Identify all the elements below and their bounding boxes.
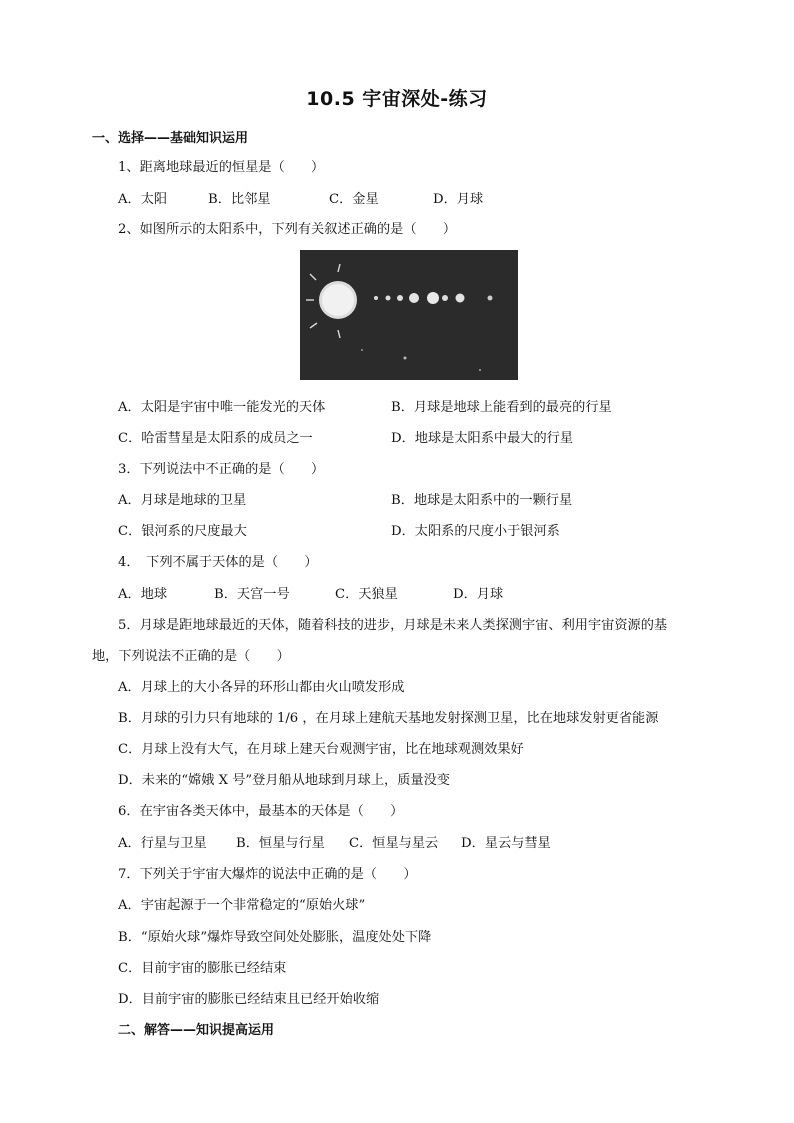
q7-option-b: B．“原始火球”爆炸导致空间处处膨胀，温度处处下降 <box>118 930 432 945</box>
q7-option-a: A．宇宙起源于一个非常稳定的“原始火球” <box>118 898 366 913</box>
section-choice-heading: 一、选择——基础知识运用 <box>92 131 249 146</box>
question-6-stem: 6．在宇宙各类天体中，最基本的天体是（ ） <box>118 804 404 819</box>
q6-option-d: D．星云与彗星 <box>461 836 551 851</box>
solar-system-figure <box>300 250 518 380</box>
q3-option-d: D．太阳系的尺度小于银河系 <box>391 524 560 539</box>
q6-option-a: A．行星与卫星 <box>118 836 207 851</box>
q3-option-b: B．地球是太阳系中的一颗行星 <box>391 493 573 508</box>
q5-option-b: B．月球的引力只有地球的 1/6 ，在月球上建航天基地发射探测卫星，比在地球发射更省能源 <box>118 711 659 726</box>
q3-option-c: C．银河系的尺度最大 <box>118 524 247 539</box>
q1-option-c: C．金星 <box>329 192 379 207</box>
q2-option-c: C．哈雷彗星是太阳系的成员之一 <box>118 431 313 446</box>
q4-option-a: A．地球 <box>118 587 168 602</box>
q5-option-c: C．月球上没有大气，在月球上建天台观测宇宙，比在地球观测效果好 <box>118 742 524 757</box>
q4-option-c: C．天狼星 <box>335 587 398 602</box>
q7-option-c: C．目前宇宙的膨胀已经结束 <box>118 961 287 976</box>
q2-option-a: A．太阳是宇宙中唯一能发光的天体 <box>118 400 326 415</box>
q4-option-b: B．天宫一号 <box>214 587 290 602</box>
q6-option-c: C．恒星与星云 <box>349 836 439 851</box>
page-title: 10.5 宇宙深处-练习 <box>306 88 488 110</box>
q3-option-a: A．月球是地球的卫星 <box>118 493 247 508</box>
solar-system-image <box>300 250 518 380</box>
question-1-stem: 1、距离地球最近的恒星是（ ） <box>118 160 325 175</box>
q1-option-a: A．太阳 <box>118 192 168 207</box>
q2-option-b: B．月球是地球上能看到的最亮的行星 <box>391 400 612 415</box>
question-5-stem-line1: 5．月球是距地球最近的天体，随着科技的进步，月球是未来人类探测宇宙、利用宇宙资源的基 <box>118 618 668 633</box>
q1-option-d: D．月球 <box>433 192 484 207</box>
question-5-stem-line2: 地，下列说法不正确的是（ ） <box>92 649 290 664</box>
question-4-stem: 4． 下列不属于天体的是（ ） <box>118 555 318 570</box>
q4-option-d: D．月球 <box>453 587 504 602</box>
section-answer-heading: 二、解答——知识提高运用 <box>118 1023 275 1038</box>
q5-option-a: A．月球上的大小各异的环形山都由火山喷发形成 <box>118 680 405 695</box>
q2-option-d: D．地球是太阳系中最大的行星 <box>391 431 574 446</box>
question-3-stem: 3．下列说法中不正确的是（ ） <box>118 462 325 477</box>
question-2-stem: 2、如图所示的太阳系中，下列有关叙述正确的是（ ） <box>118 222 457 237</box>
q6-option-b: B．恒星与行星 <box>236 836 325 851</box>
question-7-stem: 7．下列关于宇宙大爆炸的说法中正确的是（ ） <box>118 867 417 882</box>
q7-option-d: D．目前宇宙的膨胀已经结束且已经开始收缩 <box>118 992 380 1007</box>
q5-option-d: D．未来的“嫦娥 X 号”登月船从地球到月球上，质量没变 <box>118 773 450 788</box>
q1-option-b: B．比邻星 <box>208 192 271 207</box>
